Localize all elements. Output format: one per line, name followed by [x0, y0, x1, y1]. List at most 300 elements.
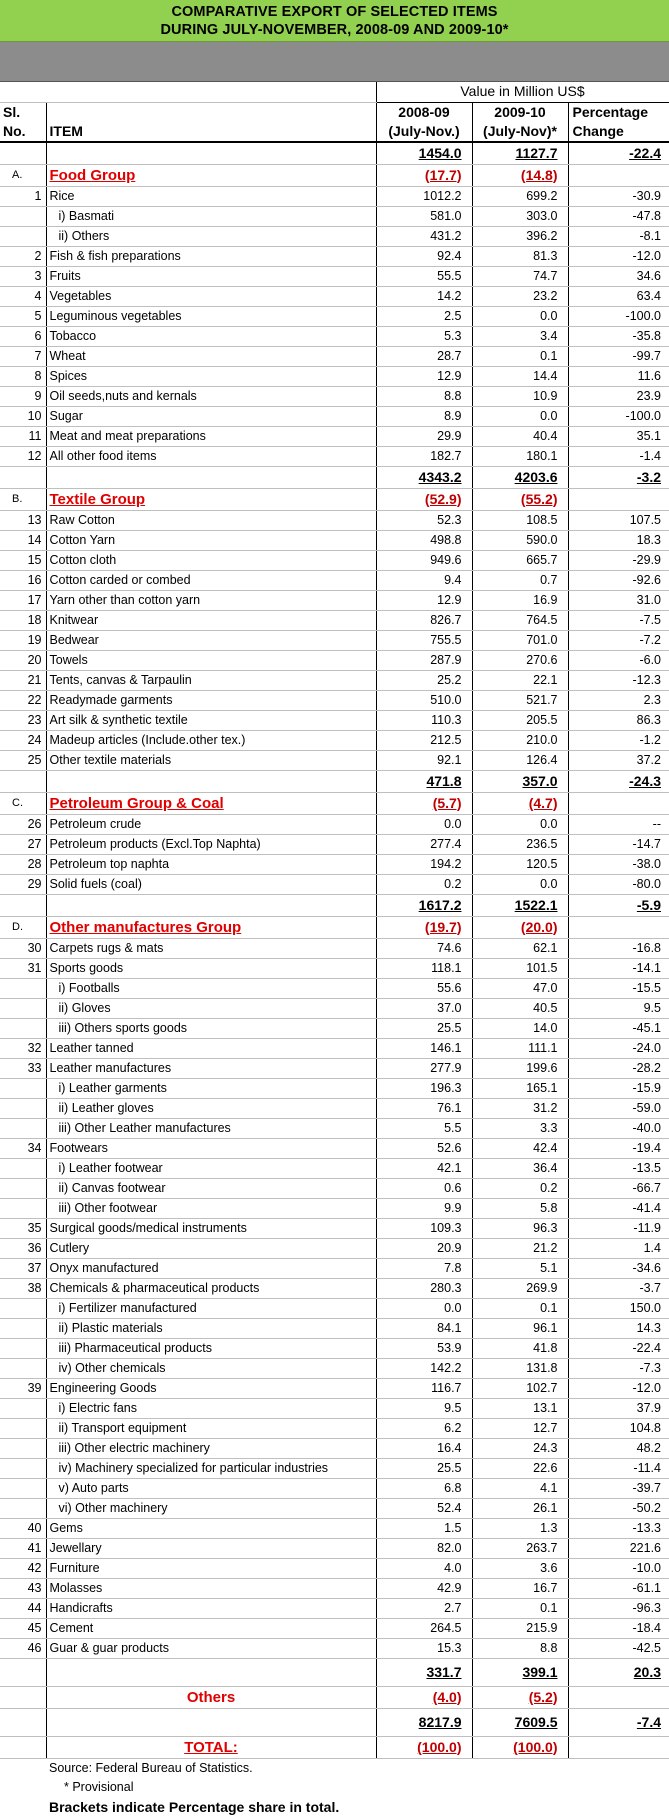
- row-item: Surgical goods/medical instruments: [46, 1218, 376, 1238]
- row-item: Sugar: [46, 406, 376, 426]
- table-row: [0, 1258, 669, 1278]
- unit-row: [0, 82, 669, 102]
- row-item: i) Electric fans: [46, 1398, 376, 1418]
- value-2008-09: 82.0: [376, 1538, 472, 1558]
- grand-total-share-2008-09: (100.0): [376, 1736, 472, 1758]
- table-row: [0, 406, 669, 426]
- row-item: ii) Transport equipment: [46, 1418, 376, 1438]
- row-no: [0, 1398, 46, 1418]
- group-total-row: [0, 894, 669, 916]
- value-percentage-change: -8.1: [568, 226, 669, 246]
- row-item: Cutlery: [46, 1238, 376, 1258]
- table-row: [0, 386, 669, 406]
- row-no: 37: [0, 1258, 46, 1278]
- share-blank: [568, 792, 669, 814]
- value-percentage-change: -5.9: [568, 894, 669, 916]
- value-2008-09: 8.8: [376, 386, 472, 406]
- value-2008-09: 29.9: [376, 426, 472, 446]
- table-row: [0, 570, 669, 590]
- value-2009-10: 590.0: [472, 530, 568, 550]
- row-no: 13: [0, 510, 46, 530]
- value-percentage-change: -11.9: [568, 1218, 669, 1238]
- row-no: 3: [0, 266, 46, 286]
- row-item: Cement: [46, 1618, 376, 1638]
- value-2009-10: 96.3: [472, 1218, 568, 1238]
- value-2009-10: 263.7: [472, 1538, 568, 1558]
- row-item: Leather manufactures: [46, 1058, 376, 1078]
- value-2009-10: 42.4: [472, 1138, 568, 1158]
- value-percentage-change: -16.8: [568, 938, 669, 958]
- row-no: 33: [0, 1058, 46, 1078]
- value-2009-10: 165.1: [472, 1078, 568, 1098]
- value-2009-10: 62.1: [472, 938, 568, 958]
- value-2008-09: 74.6: [376, 938, 472, 958]
- row-no: 36: [0, 1238, 46, 1258]
- table-row: [0, 1318, 669, 1338]
- table-row: [0, 1438, 669, 1458]
- share-2009-10: (20.0): [472, 916, 568, 938]
- value-2008-09: 182.7: [376, 446, 472, 466]
- value-2008-09: 25.2: [376, 670, 472, 690]
- share-blank: [568, 916, 669, 938]
- footnote-provisional-row: [0, 1778, 669, 1797]
- row-item: [46, 1658, 376, 1686]
- value-2008-09: 109.3: [376, 1218, 472, 1238]
- group-total-row: [0, 466, 669, 488]
- value-2008-09: 25.5: [376, 1018, 472, 1038]
- value-percentage-change: -18.4: [568, 1618, 669, 1638]
- table-row: [0, 446, 669, 466]
- value-2008-09: 9.4: [376, 570, 472, 590]
- others-2008-09: 331.7: [376, 1658, 472, 1686]
- value-2008-09: 92.1: [376, 750, 472, 770]
- grand-total-share-2009-10: (100.0): [472, 1736, 568, 1758]
- value-2008-09: 6.2: [376, 1418, 472, 1438]
- row-item: ii) Leather gloves: [46, 1098, 376, 1118]
- value-2008-09: 5.3: [376, 326, 472, 346]
- row-item: Towels: [46, 650, 376, 670]
- value-percentage-change: -30.9: [568, 186, 669, 206]
- row-item: i) Fertilizer manufactured: [46, 1298, 376, 1318]
- value-percentage-change: -100.0: [568, 406, 669, 426]
- header-2009-10: 2009-10: [472, 102, 568, 122]
- value-percentage-change: -39.7: [568, 1478, 669, 1498]
- row-item: Petroleum top naphta: [46, 854, 376, 874]
- table-row: [0, 814, 669, 834]
- value-2008-09: 28.7: [376, 346, 472, 366]
- table-row: [0, 550, 669, 570]
- value-2008-09: 212.5: [376, 730, 472, 750]
- value-2009-10: 701.0: [472, 630, 568, 650]
- row-no: 20: [0, 650, 46, 670]
- value-2008-09: 142.2: [376, 1358, 472, 1378]
- value-2009-10: 8.8: [472, 1638, 568, 1658]
- value-2008-09: 52.3: [376, 510, 472, 530]
- footnote-spacer: [0, 1758, 46, 1778]
- value-2009-10: 41.8: [472, 1338, 568, 1358]
- value-2008-09: 146.1: [376, 1038, 472, 1058]
- table-row: [0, 1398, 669, 1418]
- value-2009-10: 269.9: [472, 1278, 568, 1298]
- value-percentage-change: -42.5: [568, 1638, 669, 1658]
- table-row: [0, 286, 669, 306]
- row-item: Carpets rugs & mats: [46, 938, 376, 958]
- value-2009-10: 270.6: [472, 650, 568, 670]
- value-2008-09: 277.4: [376, 834, 472, 854]
- value-2008-09: 53.9: [376, 1338, 472, 1358]
- row-item: ii) Plastic materials: [46, 1318, 376, 1338]
- value-percentage-change: -41.4: [568, 1198, 669, 1218]
- value-2008-09: 4343.2: [376, 466, 472, 488]
- title-line-2: DURING JULY-NOVEMBER, 2008-09 AND 2009-10*: [160, 21, 509, 38]
- table-row: [0, 530, 669, 550]
- row-no: [0, 1736, 46, 1758]
- value-2009-10: 3.4: [472, 326, 568, 346]
- table-row: [0, 650, 669, 670]
- value-2008-09: 581.0: [376, 206, 472, 226]
- value-2008-09: 510.0: [376, 690, 472, 710]
- export-table-body: [0, 82, 669, 1819]
- row-no: 40: [0, 1518, 46, 1538]
- row-no: 22: [0, 690, 46, 710]
- value-percentage-change: 37.9: [568, 1398, 669, 1418]
- row-no: 45: [0, 1618, 46, 1638]
- table-row: [0, 306, 669, 326]
- table-row: [0, 750, 669, 770]
- value-2008-09: 4.0: [376, 1558, 472, 1578]
- value-2008-09: 42.1: [376, 1158, 472, 1178]
- value-percentage-change: -1.2: [568, 730, 669, 750]
- value-2008-09: 8.9: [376, 406, 472, 426]
- header-no: No.: [0, 122, 46, 142]
- header-period-2: (July-Nov)*: [472, 122, 568, 142]
- value-percentage-change: 9.5: [568, 998, 669, 1018]
- value-2009-10: 236.5: [472, 834, 568, 854]
- value-2009-10: 12.7: [472, 1418, 568, 1438]
- table-row: [0, 730, 669, 750]
- table-row: [0, 1118, 669, 1138]
- row-no: 9: [0, 386, 46, 406]
- value-2009-10: 14.4: [472, 366, 568, 386]
- row-item: Art silk & synthetic textile: [46, 710, 376, 730]
- share-blank: [568, 488, 669, 510]
- value-percentage-change: 31.0: [568, 590, 669, 610]
- grand-total-share-row: [0, 1736, 669, 1758]
- row-item: Meat and meat preparations: [46, 426, 376, 446]
- row-no: 28: [0, 854, 46, 874]
- value-2009-10: 3.3: [472, 1118, 568, 1138]
- row-no: [0, 1658, 46, 1686]
- row-no: 24: [0, 730, 46, 750]
- value-2008-09: 15.3: [376, 1638, 472, 1658]
- row-item: Solid fuels (coal): [46, 874, 376, 894]
- group-total-row: [0, 142, 669, 164]
- value-2009-10: 16.7: [472, 1578, 568, 1598]
- row-item: Furniture: [46, 1558, 376, 1578]
- value-2008-09: 84.1: [376, 1318, 472, 1338]
- share-2008-09: (19.7): [376, 916, 472, 938]
- value-2009-10: 101.5: [472, 958, 568, 978]
- row-item: Tobacco: [46, 326, 376, 346]
- value-percentage-change: 37.2: [568, 750, 669, 770]
- row-no: [0, 1686, 46, 1708]
- row-no: [0, 770, 46, 792]
- others-share-2008-09: (4.0): [376, 1686, 472, 1708]
- value-2009-10: 0.0: [472, 814, 568, 834]
- row-no: [0, 1478, 46, 1498]
- group-header-row: [0, 164, 669, 186]
- grand-total-2008-09: 8217.9: [376, 1708, 472, 1736]
- value-2009-10: 74.7: [472, 266, 568, 286]
- value-2008-09: 9.5: [376, 1398, 472, 1418]
- value-2008-09: 12.9: [376, 366, 472, 386]
- row-item: Wheat: [46, 346, 376, 366]
- table-row: [0, 1218, 669, 1238]
- row-item: All other food items: [46, 446, 376, 466]
- row-no: [0, 1198, 46, 1218]
- row-no: 43: [0, 1578, 46, 1598]
- table-row: [0, 1498, 669, 1518]
- table-row: [0, 1298, 669, 1318]
- group-total-row: [0, 770, 669, 792]
- row-item: Vegetables: [46, 286, 376, 306]
- row-no: [0, 1358, 46, 1378]
- value-2009-10: 180.1: [472, 446, 568, 466]
- value-2009-10: 1.3: [472, 1518, 568, 1538]
- value-percentage-change: -7.3: [568, 1358, 669, 1378]
- value-2009-10: 0.0: [472, 306, 568, 326]
- row-item: iii) Other footwear: [46, 1198, 376, 1218]
- value-2008-09: 110.3: [376, 710, 472, 730]
- row-item: i) Footballs: [46, 978, 376, 998]
- value-2008-09: 1617.2: [376, 894, 472, 916]
- value-2009-10: 26.1: [472, 1498, 568, 1518]
- value-percentage-change: -28.2: [568, 1058, 669, 1078]
- table-row: [0, 1458, 669, 1478]
- value-2009-10: 3.6: [472, 1558, 568, 1578]
- value-2009-10: 0.0: [472, 874, 568, 894]
- value-percentage-change: -19.4: [568, 1138, 669, 1158]
- row-no: 35: [0, 1218, 46, 1238]
- value-2008-09: 55.5: [376, 266, 472, 286]
- value-2009-10: 0.1: [472, 1298, 568, 1318]
- value-2009-10: 40.5: [472, 998, 568, 1018]
- value-percentage-change: -13.5: [568, 1158, 669, 1178]
- value-2009-10: 4203.6: [472, 466, 568, 488]
- row-no: 23: [0, 710, 46, 730]
- value-2009-10: 14.0: [472, 1018, 568, 1038]
- value-2009-10: 0.2: [472, 1178, 568, 1198]
- row-no: [0, 1178, 46, 1198]
- value-2009-10: 665.7: [472, 550, 568, 570]
- value-percentage-change: -34.6: [568, 1258, 669, 1278]
- row-item: Fish & fish preparations: [46, 246, 376, 266]
- group-header-row: [0, 916, 669, 938]
- row-no: [0, 1118, 46, 1138]
- table-row: [0, 206, 669, 226]
- value-percentage-change: -59.0: [568, 1098, 669, 1118]
- row-no: 10: [0, 406, 46, 426]
- share-2009-10: (55.2): [472, 488, 568, 510]
- row-item: iv) Machinery specialized for particular industries: [46, 1458, 376, 1478]
- others-label: Others: [46, 1686, 376, 1708]
- value-2008-09: 755.5: [376, 630, 472, 650]
- others-share-2009-10: (5.2): [472, 1686, 568, 1708]
- footnote-brackets: Brackets indicate Percentage share in total.: [49, 1799, 340, 1815]
- value-2009-10: 36.4: [472, 1158, 568, 1178]
- row-item: Guar & guar products: [46, 1638, 376, 1658]
- group-name: Food Group: [46, 164, 376, 186]
- group-letter: C.: [0, 792, 46, 814]
- value-2009-10: 24.3: [472, 1438, 568, 1458]
- value-2008-09: 471.8: [376, 770, 472, 792]
- row-item: Leather tanned: [46, 1038, 376, 1058]
- row-no: 42: [0, 1558, 46, 1578]
- row-no: 8: [0, 366, 46, 386]
- header-item: ITEM: [46, 122, 376, 142]
- value-percentage-change: -11.4: [568, 1458, 669, 1478]
- table-row: [0, 1378, 669, 1398]
- value-2008-09: 37.0: [376, 998, 472, 1018]
- table-row: [0, 426, 669, 446]
- row-no: 32: [0, 1038, 46, 1058]
- value-2009-10: 521.7: [472, 690, 568, 710]
- table-row: [0, 874, 669, 894]
- value-percentage-change: -40.0: [568, 1118, 669, 1138]
- row-no: [0, 466, 46, 488]
- value-2009-10: 22.6: [472, 1458, 568, 1478]
- grand-total-percentage-change: -7.4: [568, 1708, 669, 1736]
- value-percentage-change: -99.7: [568, 346, 669, 366]
- value-2008-09: 264.5: [376, 1618, 472, 1638]
- table-row: [0, 1578, 669, 1598]
- row-no: 16: [0, 570, 46, 590]
- header-item-top: [46, 102, 376, 122]
- table-row: [0, 1358, 669, 1378]
- row-no: 21: [0, 670, 46, 690]
- share-2009-10: (4.7): [472, 792, 568, 814]
- value-2008-09: 52.6: [376, 1138, 472, 1158]
- value-2008-09: 6.8: [376, 1478, 472, 1498]
- value-2008-09: 277.9: [376, 1058, 472, 1078]
- value-2008-09: 194.2: [376, 854, 472, 874]
- value-percentage-change: 221.6: [568, 1538, 669, 1558]
- table-row: [0, 1558, 669, 1578]
- value-2008-09: 118.1: [376, 958, 472, 978]
- value-2009-10: 111.1: [472, 1038, 568, 1058]
- others-share-row: [0, 1686, 669, 1708]
- table-row: [0, 1598, 669, 1618]
- row-item: Petroleum crude: [46, 814, 376, 834]
- value-2009-10: 81.3: [472, 246, 568, 266]
- row-no: [0, 1018, 46, 1038]
- row-item: Raw Cotton: [46, 510, 376, 530]
- group-header-row: [0, 792, 669, 814]
- value-percentage-change: 34.6: [568, 266, 669, 286]
- row-item: iv) Other chemicals: [46, 1358, 376, 1378]
- table-row: [0, 510, 669, 530]
- table-row: [0, 1098, 669, 1118]
- value-2008-09: 92.4: [376, 246, 472, 266]
- value-2008-09: 0.2: [376, 874, 472, 894]
- row-item: i) Leather garments: [46, 1078, 376, 1098]
- value-2009-10: 96.1: [472, 1318, 568, 1338]
- value-2008-09: 5.5: [376, 1118, 472, 1138]
- row-no: 18: [0, 610, 46, 630]
- row-no: 5: [0, 306, 46, 326]
- value-percentage-change: 86.3: [568, 710, 669, 730]
- row-item: Petroleum products (Excl.Top Naphta): [46, 834, 376, 854]
- value-2008-09: 25.5: [376, 1458, 472, 1478]
- export-table: [0, 82, 669, 1819]
- row-item: Oil seeds,nuts and kernals: [46, 386, 376, 406]
- value-2009-10: 215.9: [472, 1618, 568, 1638]
- value-percentage-change: -38.0: [568, 854, 669, 874]
- value-percentage-change: -50.2: [568, 1498, 669, 1518]
- row-no: 41: [0, 1538, 46, 1558]
- table-row: [0, 1018, 669, 1038]
- table-row: [0, 226, 669, 246]
- value-2008-09: 287.9: [376, 650, 472, 670]
- value-2008-09: 16.4: [376, 1438, 472, 1458]
- row-item: Leguminous vegetables: [46, 306, 376, 326]
- value-percentage-change: -14.7: [568, 834, 669, 854]
- table-row: [0, 186, 669, 206]
- row-no: 19: [0, 630, 46, 650]
- gray-band: [0, 42, 669, 82]
- row-item: Readymade garments: [46, 690, 376, 710]
- row-item: Madeup articles (Include.other tex.): [46, 730, 376, 750]
- others-total-row: [0, 1658, 669, 1686]
- value-2008-09: 12.9: [376, 590, 472, 610]
- table-row: [0, 346, 669, 366]
- value-percentage-change: -35.8: [568, 326, 669, 346]
- row-item: i) Leather footwear: [46, 1158, 376, 1178]
- value-2008-09: 1.5: [376, 1518, 472, 1538]
- row-item: Cotton Yarn: [46, 530, 376, 550]
- value-2009-10: 120.5: [472, 854, 568, 874]
- row-item: iii) Other Leather manufactures: [46, 1118, 376, 1138]
- value-2009-10: 5.1: [472, 1258, 568, 1278]
- header-percentage: Percentage: [572, 103, 648, 120]
- table-row: [0, 938, 669, 958]
- value-percentage-change: -80.0: [568, 874, 669, 894]
- value-percentage-change: -7.5: [568, 610, 669, 630]
- value-percentage-change: -24.0: [568, 1038, 669, 1058]
- share-2008-09: (5.7): [376, 792, 472, 814]
- row-item: v) Auto parts: [46, 1478, 376, 1498]
- value-percentage-change: -1.4: [568, 446, 669, 466]
- row-item: Handicrafts: [46, 1598, 376, 1618]
- row-no: [0, 226, 46, 246]
- footnote-source-row: [0, 1758, 669, 1778]
- row-no: 12: [0, 446, 46, 466]
- value-2009-10: 1127.7: [472, 142, 568, 164]
- value-percentage-change: -29.9: [568, 550, 669, 570]
- row-item: Chemicals & pharmaceutical products: [46, 1278, 376, 1298]
- value-percentage-change: -24.3: [568, 770, 669, 792]
- value-2008-09: 7.8: [376, 1258, 472, 1278]
- value-2008-09: 116.7: [376, 1378, 472, 1398]
- value-2009-10: 199.6: [472, 1058, 568, 1078]
- value-2009-10: 108.5: [472, 510, 568, 530]
- title-line-1: COMPARATIVE EXPORT OF SELECTED ITEMS: [171, 3, 498, 20]
- share-blank: [568, 1736, 669, 1758]
- footnote-provisional: * Provisional: [64, 1779, 134, 1794]
- value-percentage-change: --: [568, 814, 669, 834]
- value-percentage-change: 107.5: [568, 510, 669, 530]
- group-name: Petroleum Group & Coal: [46, 792, 376, 814]
